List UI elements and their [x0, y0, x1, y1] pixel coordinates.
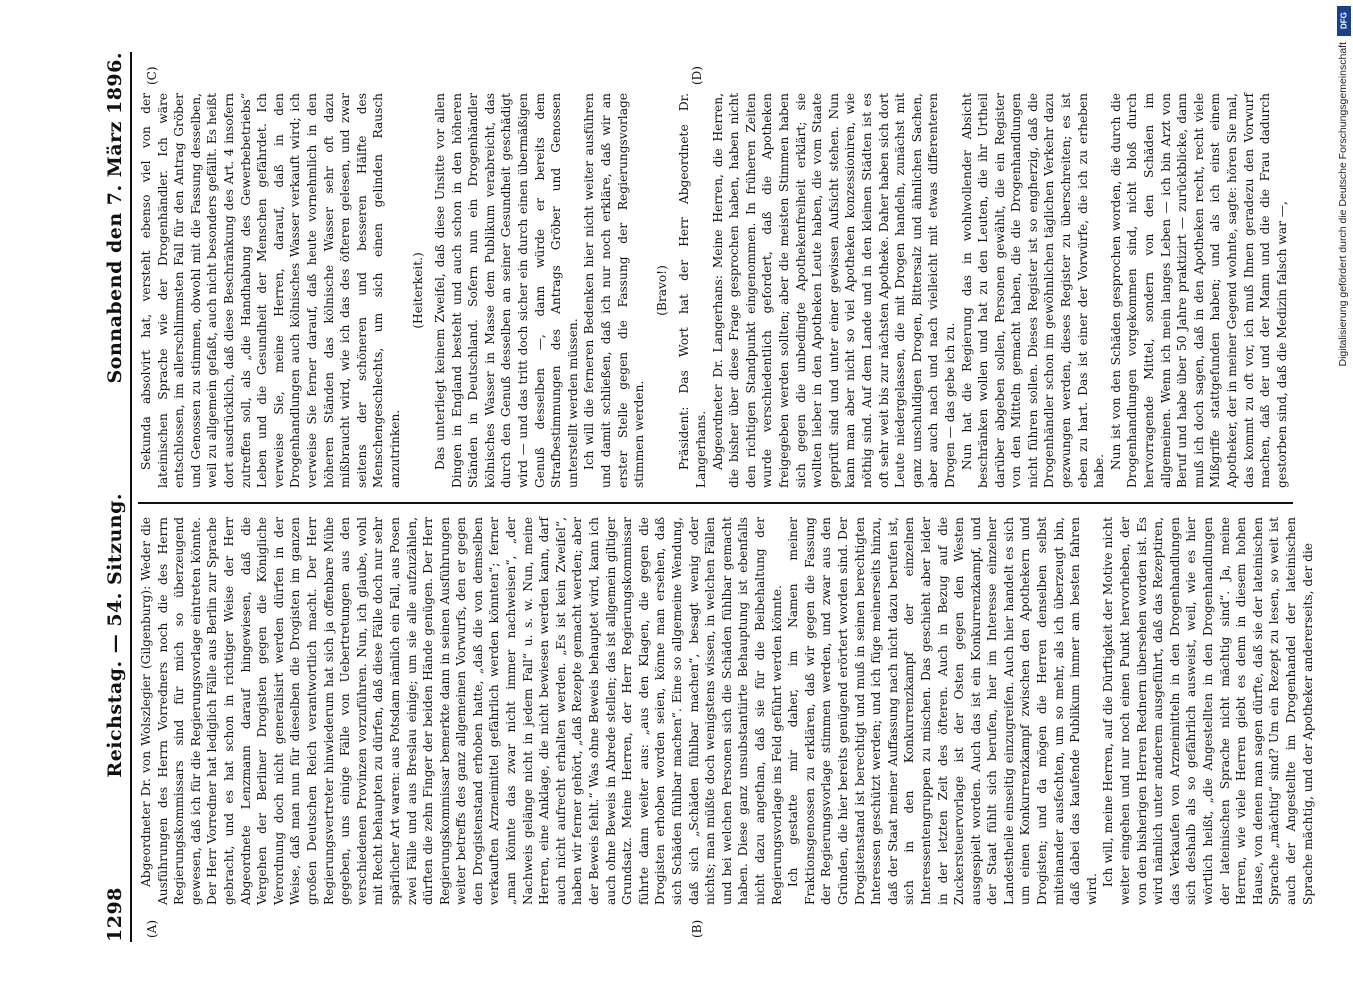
- paragraph: Sekunda absolvirt hat, versteht ebenso viel von der lateinischen Sprache wie der Drogenhändler. Ich wäre entschlossen, im allerschlimmsten Fall für den Antrag Gröber und Genossen zu stimmen, obwohl mit die Fassung desselben, weil zu allgemein gefaßt, auch nicht besonders gefällt. Es heißt dort ausdrücklich, daß diese Beschränkung des Art. 4 insofern zutreffen soll, als „die Handhabung des Gewerbebetriebs“ Leben und die Gesundheit der Menschen gefährdet. Ich verweise Sie, meine Herren, darauf, daß in den Drogenhandlungen auch kölnisches Wasser verkauft wird; ich verweise Sie ferner darauf, daß heute vornehmlich in den höheren Ständen das kölnische Wasser sehr oft dazu mißbraucht wird, wie ich das des öfteren gelesen, und zwar seitens der schöneren und besseren Hälfte des Menschengeschlechts, um sich einen gelinden Rausch anzutrinken.: [139, 93, 402, 488]
- interjection: (Heiterkeit.): [410, 252, 425, 329]
- paragraph: Abgeordneter Dr. Langerhans: Meine Herren, die Herren, die bisher über diese Frage gesprochen haben, haben nicht den richtigen Standpunkt eingenommen. In früheren Zeiten wurde verschiedentlich gefordert, daß die Apotheken freigegeben werden sollten; aber die meisten Stimmen haben sich gegen die unbedingte Apothekenfreiheit erklärt; sie wollten lieber in den Apotheken Leute haben, die vom Staate geprüft sind und unter einer gewissen Aufsicht stehen. Nun kann man aber nicht so viel Apotheken konzessioniren, wie nöthig sind. Auf dem Lande und in den kleinen Städten ist es oft sehr weit bis zur nächsten Apotheke. Daher haben sich dort Leute niedergelassen, die mit Drogen handeln, zunächst mit ganz unschuldigen Drogen, Bittersalz und ähnlichen Sachen, aber auch nach und nach vielleicht mit etwas differenteren Drogen — das gebe ich zu.: [710, 93, 957, 488]
- column-divider: [138, 503, 1293, 505]
- paragraph: Ich will, meine Herren, auf die Dürftigkeit der Motive nicht weiter eingehen und nur noch einen Punkt hervorheben, der von den bisherigen Herren Rednern übersehen worden ist. Es wird nämlich unter anderem ausgeführt, daß das Rezeptiren, das Verkaufen von Arzneimitteln in den Drogenhandlungen sich deshalb als so gefährlich ausweist, weil, wie es hier wörtlich heißt, „die Angestellten in den Drogenhandlungen der lateinischen Sprache nicht mächtig sind“. Ja, meine Herren, wie viele Herren giebt es denn in diesem hohen Hause, von denen man sagen dürfte, daß sie der lateinischen Sprache „mächtig“ sind? Um ein Rezept zu lesen, so weit ist auch der Angestellte im Drogenhandel der lateinischen Sprache mächtig, und der Apotheker andererseits, der die: [1101, 517, 1315, 905]
- paragraph: Ich will die ferneren Bedenken hier nicht weiter ausführen und damit schließen, daß ich nur noch erkläre, daß wir an erster Stelle gegen die Fassung der Regierungsvorlage stimmen werden.: [582, 93, 647, 488]
- session-title: Reichstag. — 54. Sitzung.: [104, 492, 126, 778]
- margin-marker-a: (A): [145, 919, 159, 938]
- president-statement: Präsident: Das Wort hat der Herr Abgeordnete Dr. Langerhans.: [677, 93, 708, 488]
- paragraph: Abgeordneter Dr. von Wolszlegier (Gilgenburg): Weder die Ausführungen des Herrn Vorredners noch die des Herrn Regierungskommissars sind für mich so überzeugend gewesen, daß ich für die Regierungsvorlage eintreten könnte. Der Herr Vorredner hat lediglich Fälle aus Berlin zur Sprache gebracht, und es hat schon in richtiger Weise der Herr Abgeordnete Lenzmann darauf hingewiesen, daß die Vergehen der Berliner Drogisten gegen die Königliche Verordnung doch nicht generalisirt werden dürfen in der Weise, daß man nun für dieselben die Drogisten im ganzen großen Deutschen Reich verantwortlich macht. Der Herr Regierungsvertreter hinwiederum hat sich ja offenbare Mühe gegeben, uns einige Fälle von Uebertretungen aus den verschiedenen Provinzen vorzuführen. Nun, ich glaube, wohl mit Recht behaupten zu dürfen, daß diese Fälle doch nur sehr spärlicher Art waren: aus Potsdam nämlich ein Fall, aus Posen zwei Fälle und aus Breslau einige; um sie alle aufzuzählen, dürften die zehn Finger der beiden Hände genügen. Der Herr Regierungskommissar bemerkte dann in seinen Ausführungen weiter betreffs des ganz allgemeinen Vorwurfs, den er gegen den Drogistenstand erhoben hatte, „daß die von demselben verkauften Arzneimittel gefährlich werden könnten“; ferner „man könnte das zwar nicht immer nachweisen“, „der Nachweis gelänge nicht in jedem Fall“ u. s. w. Nun, meine Herren, eine Anklage, die nicht bewiesen werden kann, darf auch nicht aufrecht erhalten werden. „Es ist kein Zweifel“, haben wir ferner gehört, „daß Rezepte gemacht werden; aber der Beweis fehlt.“ Was ohne Beweis behauptet wird, kann ich auch ohne Beweis in Abrede stellen; das ist allgemein giltiger Grundsatz. Meine Herren, der Herr Regierungskommissar führte dann weiter aus: „aus den Klagen, die gegen die Drogisten erhoben worden seien, könne man ersehen, daß sich Schäden fühlbar machen“. Eine so allgemeine Wendung, daß sich „Schäden fühlbar machen“, besagt wenig oder nichts; man müßte doch wenigstens wissen, in welchen Fällen und bei welchen Personen sich die Schäden fühlbar gemacht haben. Diese ganz unsubstantiirte Behauptung ist ebenfalls nicht dazu angethan, daß sie für die Beibehaltung der Regierungsvorlage ins Feld geführt werden könnte.: [139, 517, 784, 905]
- paragraph: Nun hat die Regierung das in wohlwollender Absicht beschränken wollen und hat zu den Leuten, die ihr Urtheil darüber abgeben sollen, Personen gewählt, die ein Register von den Mitteln gemacht haben, die die Drogenhandlungen nicht führen sollen. Dieses Register ist so engherzig, daß die Drogenhändler schon im gewöhnlichen täglichen Verkehr dazu gezwungen werden, dieses Register zu überschreiten; es ist eben zu hart. Das ist einer der Vorwürfe, die ich zu erheben habe.: [959, 93, 1107, 488]
- margin-marker-d: (D): [690, 66, 704, 85]
- left-column: [138, 517, 1315, 905]
- interjection: (Bravo!): [654, 265, 669, 316]
- paragraph: Ich gestatte mir daher, im Namen meiner Fraktionsgenossen zu erklären, daß wir gegen die Fassung der Regierungsvorlage stimmen werden, und zwar aus den Gründen, die hier bereits genügend erörtert worden sind. Der Drogistenstand ist berechtigt und muß in seinen berechtigten Interessen geschützt werden; und ich füge meinerseits hinzu, daß der Staat meiner Auffassung nach nicht dazu berufen ist, sich in den Konkurrenzkampf der einzelnen Interessentengruppen zu mischen. Das geschieht aber leider in der letzten Zeit des öfteren. Auch in Bezug auf die Zuckersteuervorlage ist der Osten gegen den Westen ausgespielt worden. Auch das ist ein Konkurrenzkampf, und der Staat fühlt sich berufen, hier im Interesse einzelner Landestheile einseitig einzugreifen. Auch hier handelt es sich um einen Konkurrenzkampf zwischen den Apothekern und Drogisten; und da mögen die Herren denselben selbst miteinander ausfechten, um so mehr, als ich überzeugt bin, daß dabei das kaufende Publikum immer am besten fahren wird.: [786, 517, 1099, 905]
- page-header: [96, 52, 126, 942]
- page-number: 1298: [104, 887, 126, 942]
- dfg-logo: DFG: [1337, 6, 1351, 36]
- margin-marker-c: (C): [145, 66, 159, 85]
- header-rule: [130, 52, 132, 942]
- right-column: [138, 93, 1293, 488]
- session-date: Sonnabend den 7. März 1896.: [104, 52, 126, 384]
- margin-marker-b: (B): [690, 919, 704, 938]
- digitization-credit: Digitalisierung gefördert durch die Deutsche Forschungsgemeinschaft: [1337, 42, 1349, 367]
- paragraph: Das unterliegt keinem Zweifel, daß diese Unsitte vor allen Dingen in England besteht und auch schon in den höheren Ständen in Deutschland. Sofern nun ein Drogenhändler kölnisches Wasser in Masse dem Publikum verabreicht, das durch den Genuß desselben an seiner Gesundheit geschädigt wird — und das tritt doch sicher ein durch einen übermäßigen Genuß desselben —, dann würde er bereits dem Strafbestimmungen des Antrags Gröber und Genossen unterstellt werden müssen.: [433, 93, 580, 488]
- paragraph: Nun ist von den Schäden gesprochen worden, die durch die Drogenhandlungen vorgekommen sind, nicht bloß durch hervorragende Mittel, sondern von den Schäden im allgemeinen. Wenn ich mein langes Leben — ich bin Arzt von Beruf und habe über 50 Jahre praktizirt — zurückblicke, dann muß ich doch sagen, daß in den Apotheken recht, recht viele Mißgriffe stattgefunden haben; und als ich einst einem Apotheker, der in meiner Gegend wohnte, sagte: hören Sie mal, das kommt zu oft vor, ich muß Ihnen geradezu den Vorwurf machen, daß der und der Mann und die die Frau dadurch gestorben sind, daß die Medizin falsch war —,: [1108, 93, 1289, 488]
